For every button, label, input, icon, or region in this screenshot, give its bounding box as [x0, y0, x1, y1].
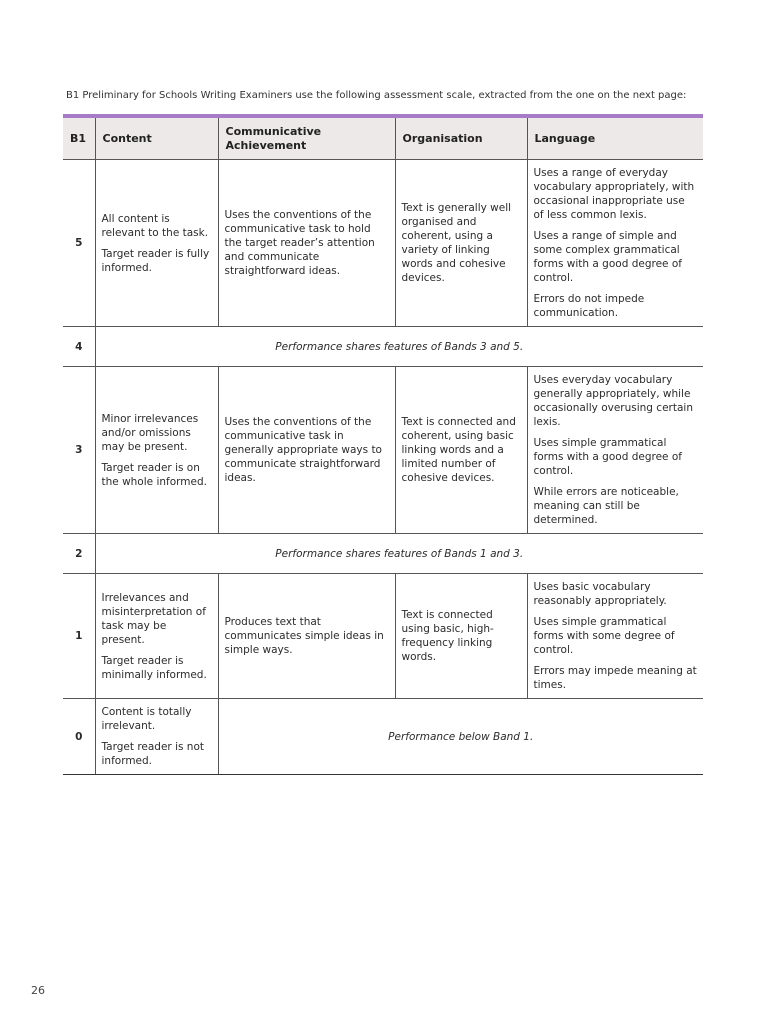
language-cell — [527, 574, 703, 699]
performance-below-text: Performance below Band 1. — [218, 699, 703, 775]
organisation-text: Text is connected using basic, high-frequency linking words. — [401, 609, 494, 663]
language-text: Uses simple grammatical forms with some degree of control. — [533, 616, 675, 656]
band-number: 5 — [63, 160, 95, 327]
table-row-band-4 — [63, 327, 703, 367]
language-text: While errors are noticeable, meaning can still be determined. — [533, 486, 679, 526]
header-band: B1 — [63, 116, 95, 160]
table-row-band-1 — [63, 574, 703, 699]
intro-text: B1 Preliminary for Schools Writing Examiners use the following assessment scale, extracted from the one on the next page: — [66, 90, 687, 101]
content-text: Target reader is not informed. — [101, 741, 205, 767]
organisation-cell — [395, 574, 527, 699]
content-cell — [95, 160, 218, 327]
language-text: Uses everyday vocabulary generally appropriately, while occasionally overusing certain lexis. — [533, 374, 693, 428]
content-text: Content is totally irrelevant. — [101, 706, 192, 732]
content-text: All content is relevant to the task. — [101, 212, 209, 239]
band-number: 0 — [63, 699, 95, 775]
language-text: Errors do not impede communication. — [533, 293, 645, 319]
header-content: Content — [95, 116, 218, 160]
assessment-scale-table — [63, 114, 703, 775]
organisation-text: Text is generally well organised and coherent, using a variety of linking words and cohesive devices. — [401, 202, 512, 284]
content-cell — [95, 367, 218, 534]
content-cell — [95, 574, 218, 699]
language-text: Uses a range of everyday vocabulary appropriately, with occasional inappropriate use of less common lexis. — [533, 167, 695, 221]
language-cell — [527, 160, 703, 327]
band-number: 2 — [63, 534, 95, 574]
organisation-cell — [395, 160, 527, 327]
organisation-text: Text is connected and coherent, using basic linking words and a limited number of cohesive devices. — [401, 416, 516, 484]
band-number: 1 — [63, 574, 95, 699]
communicative-text: Uses the conventions of the communicative task in generally appropriate ways to communicate straightforward ideas. — [224, 416, 382, 484]
language-cell — [527, 367, 703, 534]
communicative-cell — [218, 367, 395, 534]
header-language: Language — [527, 116, 703, 160]
shared-features-text: Performance shares features of Bands 3 and 5. — [95, 327, 703, 367]
table-row-band-0 — [63, 699, 703, 775]
band-number: 4 — [63, 327, 95, 367]
communicative-cell — [218, 160, 395, 327]
communicative-text: Produces text that communicates simple ideas in simple ways. — [224, 616, 384, 656]
header-communicative-achievement: Communicative Achievement — [218, 116, 395, 160]
content-text: Target reader is fully informed. — [101, 247, 210, 274]
content-text: Target reader is minimally informed. — [101, 654, 207, 681]
organisation-cell — [395, 367, 527, 534]
communicative-cell — [218, 574, 395, 699]
table-header-row — [63, 116, 703, 160]
table-row-band-3 — [63, 367, 703, 534]
shared-features-text: Performance shares features of Bands 1 and 3. — [95, 534, 703, 574]
language-text: Uses simple grammatical forms with a good degree of control. — [533, 437, 682, 477]
language-text: Uses a range of simple and some complex grammatical forms with a good degree of control. — [533, 230, 682, 284]
content-text: Minor irrelevances and/or omissions may be present. — [101, 412, 199, 453]
language-text: Errors may impede meaning at times. — [533, 665, 697, 691]
communicative-text: Uses the conventions of the communicative task to hold the target reader’s attention and communicate straightforward ideas. — [224, 209, 375, 277]
header-organisation: Organisation — [395, 116, 527, 160]
content-text: Target reader is on the whole informed. — [101, 461, 207, 488]
language-text: Uses basic vocabulary reasonably appropriately. — [533, 581, 667, 607]
content-text: Irrelevances and misinterpretation of task may be present. — [101, 591, 206, 646]
table-row-band-5 — [63, 160, 703, 327]
band-number: 3 — [63, 367, 95, 534]
content-cell — [95, 699, 218, 775]
page-number: 26 — [31, 984, 45, 997]
table-row-band-2 — [63, 534, 703, 574]
